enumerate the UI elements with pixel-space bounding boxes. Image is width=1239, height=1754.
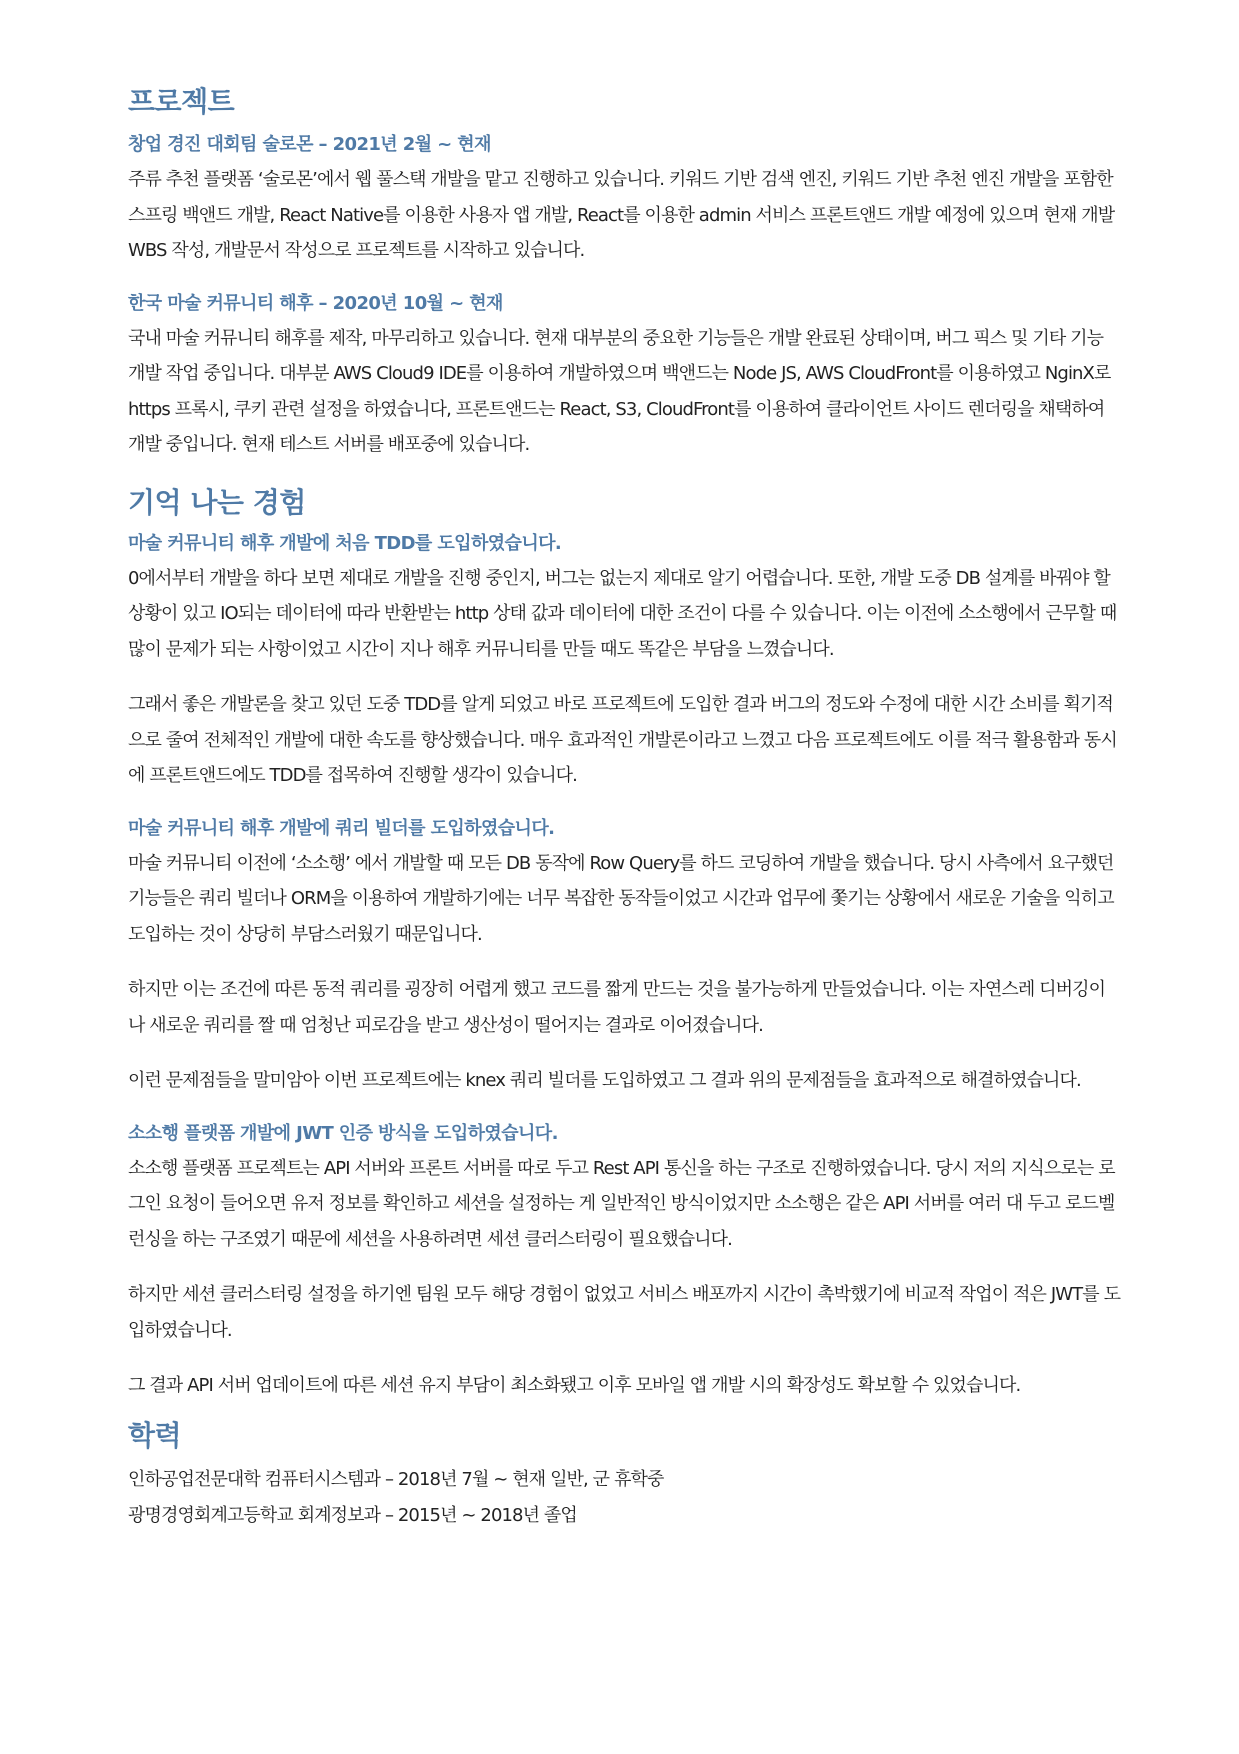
- project-description: 주류 추천 플랫폼 ‘술로몬’에서 웹 풀스택 개발을 맡고 진행하고 있습니다. 키워드 기반 검색 엔진, 키워드 기반 추천 엔진 개발을 포함한 스프링 백앤드 개발, React Native를 이용한 사용자 앱 개발, React를 이용한 admin 서비스 프론트앤드 개발 예정에 있으며 현재 개발 WBS 작성, 개발문서 작성으로 프로젝트를 시작하고 있습니다.: [128, 169, 1115, 261]
- project-title: 창업 경진 대회팀 술로몬 – 2021년 2월 ~ 현재: [128, 134, 491, 155]
- projects-heading: 프로젝트: [128, 85, 235, 118]
- experience-title: 마술 커뮤니티 해후 개발에 처음 TDD를 도입하였습니다.: [128, 532, 562, 554]
- education-entry: 광명경영회계고등학교 회계정보과 – 2015년 ~ 2018년 졸업: [128, 1504, 577, 1526]
- education-entry: 인하공업전문대학 컴퓨터시스템과 – 2018년 7월 ~ 현재 일반, 군 휴학중: [128, 1468, 664, 1490]
- experience-title: 소소행 플랫폼 개발에 JWT 인증 방식을 도입하였습니다.: [128, 1122, 558, 1144]
- experience-paragraph: 그 결과 API 서버 업데이트에 따른 세션 유지 부담이 최소화됐고 이후 모바일 앱 개발 시의 확장성도 확보할 수 있었습니다.: [128, 1375, 1021, 1396]
- experience-paragraph: 하지만 세션 클러스터링 설정을 하기엔 팀원 모두 해당 경험이 없었고 서비스 배포까지 시간이 촉박했기에 비교적 작업이 적은 JWT를 도입하였습니다.: [128, 1284, 1121, 1341]
- project-description: 국내 마술 커뮤니티 해후를 제작, 마무리하고 있습니다. 현재 대부분의 중요한 기능들은 개발 완료된 상태이며, 버그 픽스 및 기타 기능 개발 작업 중입니다. 대부분 AWS Cloud9 IDE를 이용하여 개발하였으며 백앤드는 Node JS, AWS CloudFront를 이용하였고 NginX로 https 프록시, 쿠키 관련 설정을 하였습니다, 프론트앤드는 React, S3, CloudFront를 이용하여 클라이언트 사이드 렌더링을 채택하여 개발 중입니다. 현재 테스트 서버를 배포중에 있습니다.: [128, 327, 1111, 455]
- experience-paragraph: 하지만 이는 조건에 따른 동적 쿼리를 굉장히 어렵게 했고 코드를 짧게 만드는 것을 불가능하게 만들었습니다. 이는 자연스레 디버깅이나 새로운 쿼리를 짤 때 엄청난 피로감을 받고 생산성이 떨어지는 결과로 이어졌습니다.: [128, 979, 1106, 1036]
- experience-paragraph: 그래서 좋은 개발론을 찾고 있던 도중 TDD를 알게 되었고 바로 프로젝트에 도입한 결과 버그의 정도와 수정에 대한 시간 소비를 획기적으로 줄여 전체적인 개발에 대한 속도를 향상했습니다. 매우 효과적인 개발론이라고 느꼈고 다음 프로젝트에도 이를 적극 활용함과 동시에 프론트앤드에도 TDD를 접목하여 진행할 생각이 있습니다.: [128, 694, 1117, 786]
- experience-paragraph: 이런 문제점들을 말미암아 이번 프로젝트에는 knex 쿼리 빌더를 도입하였고 그 결과 위의 문제점들을 효과적으로 해결하였습니다.: [128, 1070, 1081, 1091]
- experience-paragraph: 소소행 플랫폼 프로젝트는 API 서버와 프론트 서버를 따로 두고 Rest API 통신을 하는 구조로 진행하였습니다. 당시 저의 지식으로는 로그인 요청이 들어오면 유저 정보를 확인하고 세션을 설정하는 게 일반적인 방식이었지만 소소행은 같은 API 서버를 여러 대 두고 로드벨런싱을 하는 구조였기 때문에 세션을 사용하려면 세션 클러스터링이 필요했습니다.: [128, 1157, 1115, 1250]
- experience-heading: 기억 나는 경험: [128, 485, 306, 519]
- project-title: 한국 마술 커뮤니티 해후 – 2020년 10월 ~ 현재: [128, 292, 503, 314]
- experience-paragraph: 0에서부터 개발을 하다 보면 제대로 개발을 진행 중인지, 버그는 없는지 제대로 알기 어렵습니다. 또한, 개발 도중 DB 설계를 바꿔야 할 상황이 있고 IO되는 데이터에 따라 반환받는 http 상태 값과 데이터에 대한 조건이 다를 수 있습니다. 이는 이전에 소소행에서 근무할 때 많이 문제가 되는 사항이었고 시간이 지나 해후 커뮤니티를 만들 때도 똑같은 부담을 느꼈습니다.: [128, 567, 1117, 660]
- education-heading: 학력: [128, 1418, 182, 1452]
- experience-title: 마술 커뮤니티 해후 개발에 쿼리 빌더를 도입하였습니다.: [128, 817, 555, 839]
- experience-paragraph: 마술 커뮤니티 이전에 ‘소소행’ 에서 개발할 때 모든 DB 동작에 Row Query를 하드 코딩하여 개발을 했습니다. 당시 사측에서 요구했던 기능들은 쿼리 빌더나 ORM을 이용하여 개발하기에는 너무 복잡한 동작들이었고 시간과 업무에 쫓기는 상황에서 새로운 기술을 익히고 도입하는 것이 상당히 부담스러웠기 때문입니다.: [128, 852, 1114, 945]
